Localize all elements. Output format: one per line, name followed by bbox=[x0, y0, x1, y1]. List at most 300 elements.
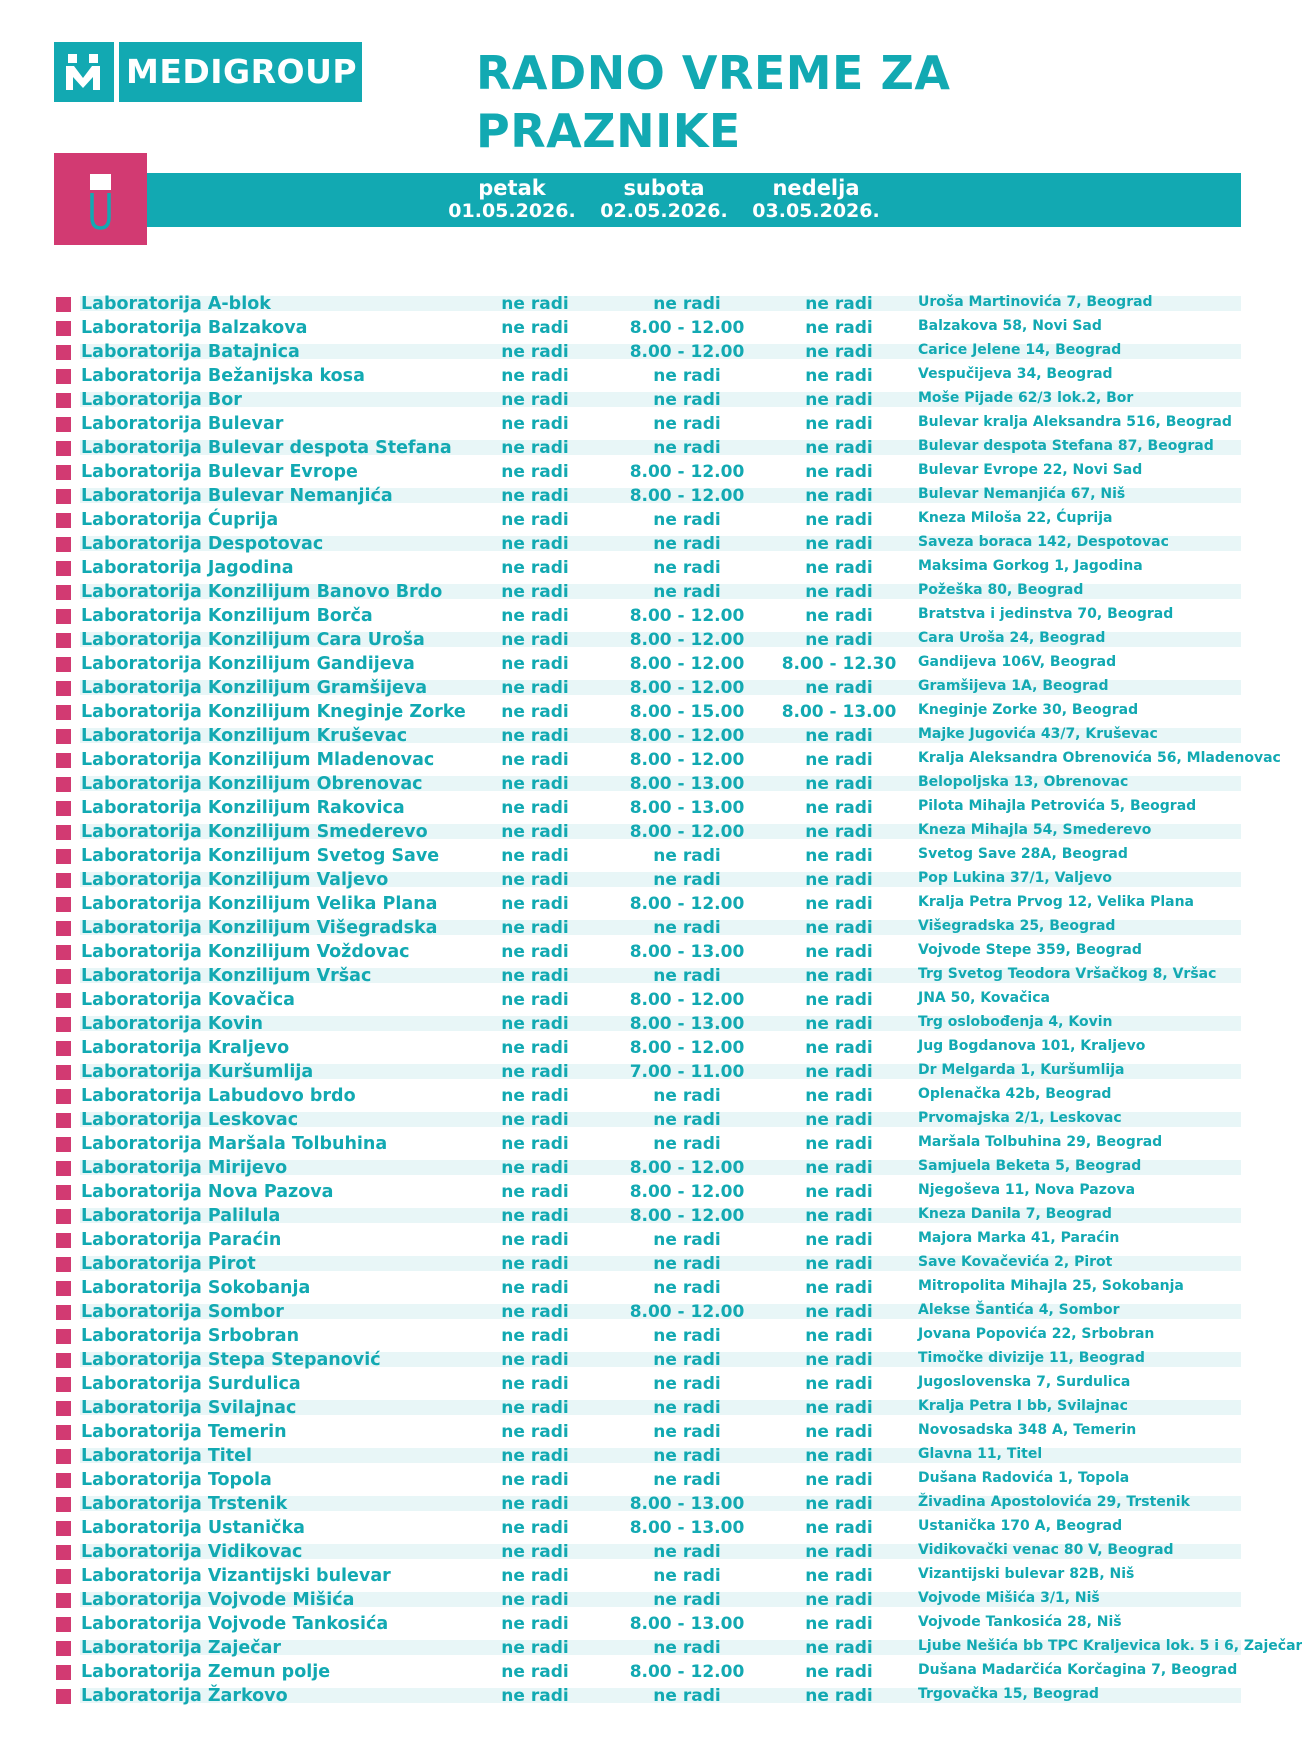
lab-name: Laboratorija Konzilijum Rakovica bbox=[81, 798, 405, 818]
table-row bbox=[54, 1253, 1241, 1277]
lab-address: Trg oslobođenja 4, Kovin bbox=[918, 1014, 1113, 1030]
table-row bbox=[54, 1517, 1241, 1541]
lab-address: Jug Bogdanova 101, Kraljevo bbox=[918, 1038, 1146, 1054]
table-row bbox=[54, 1157, 1241, 1181]
hours-saturday: 8.00 - 12.00 bbox=[629, 990, 745, 1010]
hours-sunday: ne radi bbox=[805, 678, 873, 698]
hours-sunday: ne radi bbox=[805, 1110, 873, 1130]
hours-saturday: 8.00 - 12.00 bbox=[629, 726, 745, 746]
row-bullet bbox=[56, 465, 71, 480]
hours-friday: ne radi bbox=[501, 870, 569, 890]
lab-address: Timočke divizije 11, Beograd bbox=[918, 1350, 1145, 1366]
hours-sunday: ne radi bbox=[805, 1182, 873, 1202]
medigroup-logo-icon bbox=[54, 42, 114, 102]
hours-sunday: ne radi bbox=[805, 894, 873, 914]
hours-sunday: ne radi bbox=[805, 486, 873, 506]
hours-friday: ne radi bbox=[501, 654, 569, 674]
table-row bbox=[54, 485, 1241, 509]
lab-name: Laboratorija Bulevar Nemanjića bbox=[81, 486, 393, 506]
lab-address: Novosadska 348 A, Temerin bbox=[918, 1422, 1137, 1438]
header-col-sunday bbox=[741, 176, 891, 223]
hours-saturday: 7.00 - 11.00 bbox=[629, 1062, 745, 1082]
lab-address: Majke Jugovića 43/7, Kruševac bbox=[918, 726, 1158, 742]
row-bullet bbox=[56, 1089, 71, 1104]
hours-saturday: 8.00 - 12.00 bbox=[629, 1038, 745, 1058]
hours-friday: ne radi bbox=[501, 318, 569, 338]
table-row bbox=[54, 1037, 1241, 1061]
row-bullet bbox=[56, 561, 71, 576]
hours-sunday: ne radi bbox=[805, 1542, 873, 1562]
hours-friday: ne radi bbox=[501, 846, 569, 866]
hours-friday: ne radi bbox=[501, 1590, 569, 1610]
table-row bbox=[54, 605, 1241, 629]
hours-friday: ne radi bbox=[501, 1110, 569, 1130]
lab-address: Balzakova 58, Novi Sad bbox=[918, 318, 1102, 334]
lab-address: Bulevar kralja Aleksandra 516, Beograd bbox=[918, 414, 1232, 430]
hours-sunday: ne radi bbox=[805, 726, 873, 746]
table-row bbox=[54, 965, 1241, 989]
lab-name: Laboratorija Kovin bbox=[81, 1014, 264, 1034]
hours-sunday: ne radi bbox=[805, 1662, 873, 1682]
lab-name: Laboratorija Konzilijum Višegradska bbox=[81, 918, 438, 938]
hours-saturday: 8.00 - 12.00 bbox=[629, 606, 745, 626]
hours-saturday: ne radi bbox=[653, 1134, 721, 1154]
table-row bbox=[54, 1229, 1241, 1253]
table-row bbox=[54, 917, 1241, 941]
row-bullet bbox=[56, 1113, 71, 1128]
lab-name: Laboratorija Konzilijum Valjevo bbox=[81, 870, 389, 890]
header-date: 01.05.2026. bbox=[448, 200, 576, 222]
hours-friday: ne radi bbox=[501, 1398, 569, 1418]
lab-name: Laboratorija Sombor bbox=[81, 1302, 284, 1322]
lab-name: Laboratorija Svilajnac bbox=[81, 1398, 297, 1418]
hours-friday: ne radi bbox=[501, 1446, 569, 1466]
table-row bbox=[54, 653, 1241, 677]
row-bullet bbox=[56, 1329, 71, 1344]
table-row bbox=[54, 1469, 1241, 1493]
row-bullet bbox=[56, 297, 71, 312]
table-row bbox=[54, 1109, 1241, 1133]
row-bullet bbox=[56, 801, 71, 816]
header-day: subota bbox=[623, 176, 705, 200]
row-bullet bbox=[56, 873, 71, 888]
hours-sunday: ne radi bbox=[805, 1038, 873, 1058]
table-row bbox=[54, 869, 1241, 893]
lab-name: Laboratorija Konzilijum Cara Uroša bbox=[81, 630, 425, 650]
hours-friday: ne radi bbox=[501, 990, 569, 1010]
lab-address: Kralja Petra Prvog 12, Velika Plana bbox=[918, 894, 1194, 910]
hours-sunday: ne radi bbox=[805, 510, 873, 530]
hours-friday: ne radi bbox=[501, 702, 569, 722]
lab-name: Laboratorija Konzilijum Banovo Brdo bbox=[81, 582, 443, 602]
table-row bbox=[54, 701, 1241, 725]
lab-name: Laboratorija Vidikovac bbox=[81, 1542, 303, 1562]
row-bullet bbox=[56, 1425, 71, 1440]
lab-name: Laboratorija Konzilijum Obrenovac bbox=[81, 774, 423, 794]
hours-saturday: ne radi bbox=[653, 558, 721, 578]
hours-saturday: 8.00 - 12.00 bbox=[629, 1302, 745, 1322]
table-row bbox=[54, 437, 1241, 461]
hours-friday: ne radi bbox=[501, 1542, 569, 1562]
lab-address: Alekse Šantića 4, Sombor bbox=[918, 1302, 1120, 1318]
table-row bbox=[54, 677, 1241, 701]
hours-friday: ne radi bbox=[501, 1038, 569, 1058]
row-bullet bbox=[56, 1449, 71, 1464]
lab-address: Dušana Madarčića Korčagina 7, Beograd bbox=[918, 1662, 1238, 1678]
row-bullet bbox=[56, 969, 71, 984]
row-bullet bbox=[56, 369, 71, 384]
hours-sunday: ne radi bbox=[805, 1494, 873, 1514]
hours-saturday: 8.00 - 12.00 bbox=[629, 654, 745, 674]
row-bullet bbox=[56, 1065, 71, 1080]
lab-address: Dušana Radovića 1, Topola bbox=[918, 1470, 1130, 1486]
hours-saturday: 8.00 - 15.00 bbox=[629, 702, 745, 722]
lab-address: Kralja Aleksandra Obrenovića 56, Mladenovac bbox=[918, 750, 1281, 766]
row-bullet bbox=[56, 1689, 71, 1704]
table-row bbox=[54, 1325, 1241, 1349]
hours-sunday: ne radi bbox=[805, 582, 873, 602]
table-row bbox=[54, 1133, 1241, 1157]
lab-name: Laboratorija Stepa Stepanović bbox=[81, 1350, 381, 1370]
lab-name: Laboratorija Bulevar Evrope bbox=[81, 462, 358, 482]
table-row bbox=[54, 1589, 1241, 1613]
row-bullet bbox=[56, 825, 71, 840]
lab-name: Laboratorija Ćuprija bbox=[81, 510, 279, 530]
lab-name: Laboratorija Maršala Tolbuhina bbox=[81, 1134, 388, 1154]
lab-address: Kneza Miloša 22, Ćuprija bbox=[918, 510, 1113, 526]
row-bullet bbox=[56, 993, 71, 1008]
row-bullet bbox=[56, 1209, 71, 1224]
lab-address: Save Kovačevića 2, Pirot bbox=[918, 1254, 1113, 1270]
lab-address: Vojvode Stepe 359, Beograd bbox=[918, 942, 1142, 958]
hours-friday: ne radi bbox=[501, 1686, 569, 1706]
lab-address: Živadina Apostolovića 29, Trstenik bbox=[918, 1494, 1190, 1510]
hours-saturday: 8.00 - 12.00 bbox=[629, 486, 745, 506]
table-row bbox=[54, 581, 1241, 605]
hours-sunday: ne radi bbox=[805, 870, 873, 890]
table-row bbox=[54, 533, 1241, 557]
hours-saturday: ne radi bbox=[653, 1278, 721, 1298]
hours-saturday: ne radi bbox=[653, 414, 721, 434]
hours-friday: ne radi bbox=[501, 486, 569, 506]
hours-sunday: ne radi bbox=[805, 1686, 873, 1706]
row-bullet bbox=[56, 1497, 71, 1512]
row-bullet bbox=[56, 513, 71, 528]
table-row bbox=[54, 797, 1241, 821]
hours-sunday: ne radi bbox=[805, 942, 873, 962]
table-row bbox=[54, 1373, 1241, 1397]
hours-saturday: ne radi bbox=[653, 1374, 721, 1394]
lab-name: Laboratorija Trstenik bbox=[81, 1494, 288, 1514]
hours-sunday: ne radi bbox=[805, 318, 873, 338]
hours-sunday: ne radi bbox=[805, 1086, 873, 1106]
hours-saturday: 8.00 - 13.00 bbox=[629, 1494, 745, 1514]
hours-sunday: ne radi bbox=[805, 294, 873, 314]
table-row bbox=[54, 461, 1241, 485]
table-row bbox=[54, 1613, 1241, 1637]
hours-sunday: ne radi bbox=[805, 366, 873, 386]
hours-sunday: ne radi bbox=[805, 750, 873, 770]
row-bullet bbox=[56, 633, 71, 648]
hours-sunday: ne radi bbox=[805, 1014, 873, 1034]
table-row bbox=[54, 1541, 1241, 1565]
hours-sunday: ne radi bbox=[805, 390, 873, 410]
hours-friday: ne radi bbox=[501, 1254, 569, 1274]
hours-friday: ne radi bbox=[501, 822, 569, 842]
hours-sunday: ne radi bbox=[805, 1134, 873, 1154]
hours-friday: ne radi bbox=[501, 942, 569, 962]
lab-name: Laboratorija Sokobanja bbox=[81, 1278, 311, 1298]
hours-saturday: ne radi bbox=[653, 1086, 721, 1106]
hours-saturday: 8.00 - 12.00 bbox=[629, 822, 745, 842]
brand-logo bbox=[54, 42, 362, 102]
hours-friday: ne radi bbox=[501, 1614, 569, 1634]
lab-name: Laboratorija Konzilijum Vršac bbox=[81, 966, 372, 986]
row-bullet bbox=[56, 945, 71, 960]
row-bullet bbox=[56, 1353, 71, 1368]
hours-friday: ne radi bbox=[501, 966, 569, 986]
hours-saturday: 8.00 - 12.00 bbox=[629, 462, 745, 482]
hours-friday: ne radi bbox=[501, 1374, 569, 1394]
row-bullet bbox=[56, 1641, 71, 1656]
lab-name: Laboratorija Pirot bbox=[81, 1254, 256, 1274]
lab-address: Višegradska 25, Beograd bbox=[918, 918, 1116, 934]
row-bullet bbox=[56, 1185, 71, 1200]
row-bullet bbox=[56, 657, 71, 672]
hours-friday: ne radi bbox=[501, 1302, 569, 1322]
lab-address: Bulevar despota Stefana 87, Beograd bbox=[918, 438, 1214, 454]
table-row bbox=[54, 845, 1241, 869]
hours-sunday: ne radi bbox=[805, 822, 873, 842]
table-row bbox=[54, 1685, 1241, 1709]
hours-friday: ne radi bbox=[501, 1134, 569, 1154]
lab-name: Laboratorija Vojvode Mišića bbox=[81, 1590, 355, 1610]
hours-saturday: 8.00 - 13.00 bbox=[629, 774, 745, 794]
header-col-friday bbox=[437, 176, 587, 223]
lab-address: Vidikovački venac 80 V, Beograd bbox=[918, 1542, 1174, 1558]
hours-sunday: ne radi bbox=[805, 1446, 873, 1466]
lab-address: Gramšijeva 1A, Beograd bbox=[918, 678, 1109, 694]
hours-friday: ne radi bbox=[501, 294, 569, 314]
lab-name: Laboratorija Titel bbox=[81, 1446, 253, 1466]
row-bullet bbox=[56, 849, 71, 864]
lab-address: Oplenačka 42b, Beograd bbox=[918, 1086, 1112, 1102]
lab-name: Laboratorija Bežanijska kosa bbox=[81, 366, 365, 386]
row-bullet bbox=[56, 537, 71, 552]
lab-address: Bulevar Nemanjića 67, Niš bbox=[918, 486, 1126, 502]
hours-saturday: ne radi bbox=[653, 1686, 721, 1706]
table-row bbox=[54, 1661, 1241, 1685]
header-col-saturday bbox=[589, 176, 739, 223]
row-bullet bbox=[56, 393, 71, 408]
hours-sunday: ne radi bbox=[805, 1278, 873, 1298]
hours-sunday: ne radi bbox=[805, 1614, 873, 1634]
lab-name: Laboratorija Batajnica bbox=[81, 342, 300, 362]
lab-address: Vespučijeva 34, Beograd bbox=[918, 366, 1113, 382]
lab-name: Laboratorija Bulevar bbox=[81, 414, 284, 434]
hours-friday: ne radi bbox=[501, 534, 569, 554]
hours-saturday: 8.00 - 13.00 bbox=[629, 798, 745, 818]
row-bullet bbox=[56, 729, 71, 744]
hours-friday: ne radi bbox=[501, 390, 569, 410]
lab-name: Laboratorija Balzakova bbox=[81, 318, 308, 338]
row-bullet bbox=[56, 1665, 71, 1680]
table-row bbox=[54, 389, 1241, 413]
lab-address: Saveza boraca 142, Despotovac bbox=[918, 534, 1169, 550]
table-row bbox=[54, 1349, 1241, 1373]
lab-address: Mitropolita Mihajla 25, Sokobanja bbox=[918, 1278, 1184, 1294]
table-row bbox=[54, 317, 1241, 341]
hours-saturday: ne radi bbox=[653, 1230, 721, 1250]
table-row bbox=[54, 773, 1241, 797]
lab-address: Požeška 80, Beograd bbox=[918, 582, 1084, 598]
lab-name: Laboratorija Mirijevo bbox=[81, 1158, 288, 1178]
hours-sunday: ne radi bbox=[805, 1422, 873, 1442]
lab-name: Laboratorija Konzilijum Velika Plana bbox=[81, 894, 438, 914]
logo-separator bbox=[114, 42, 119, 102]
row-bullet bbox=[56, 1257, 71, 1272]
hours-saturday: 8.00 - 12.00 bbox=[629, 750, 745, 770]
table-row bbox=[54, 1421, 1241, 1445]
lab-name: Laboratorija Kuršumlija bbox=[81, 1062, 314, 1082]
hours-saturday: ne radi bbox=[653, 1590, 721, 1610]
hours-saturday: ne radi bbox=[653, 390, 721, 410]
lab-address: Samjuela Beketa 5, Beograd bbox=[918, 1158, 1142, 1174]
hours-friday: ne radi bbox=[501, 726, 569, 746]
hours-saturday: 8.00 - 12.00 bbox=[629, 678, 745, 698]
hours-sunday: ne radi bbox=[805, 534, 873, 554]
lab-address: Maršala Tolbuhina 29, Beograd bbox=[918, 1134, 1163, 1150]
brand-name: MEDIGROUP bbox=[126, 52, 358, 91]
header-date: 03.05.2026. bbox=[752, 200, 880, 222]
hours-sunday: ne radi bbox=[805, 774, 873, 794]
hours-sunday: ne radi bbox=[805, 606, 873, 626]
hours-saturday: 8.00 - 13.00 bbox=[629, 1614, 745, 1634]
lab-name: Laboratorija Konzilijum Kneginje Zorke bbox=[81, 702, 466, 722]
hours-saturday: ne radi bbox=[653, 870, 721, 890]
hours-friday: ne radi bbox=[501, 510, 569, 530]
lab-name: Laboratorija Temerin bbox=[81, 1422, 287, 1442]
hours-sunday: ne radi bbox=[805, 918, 873, 938]
table-row bbox=[54, 1181, 1241, 1205]
hours-friday: ne radi bbox=[501, 1638, 569, 1658]
lab-address: Pop Lukina 37/1, Valjevo bbox=[918, 870, 1112, 886]
row-bullet bbox=[56, 585, 71, 600]
row-bullet bbox=[56, 1137, 71, 1152]
hours-saturday: 8.00 - 12.00 bbox=[629, 342, 745, 362]
hours-friday: ne radi bbox=[501, 1206, 569, 1226]
table-row bbox=[54, 1397, 1241, 1421]
lab-name: Laboratorija Leskovac bbox=[81, 1110, 299, 1130]
lab-name: Laboratorija Konzilijum Voždovac bbox=[81, 942, 410, 962]
hours-saturday: 8.00 - 12.00 bbox=[629, 630, 745, 650]
hours-saturday: ne radi bbox=[653, 510, 721, 530]
header-icon-box bbox=[54, 153, 147, 245]
row-bullet bbox=[56, 705, 71, 720]
header-date: 02.05.2026. bbox=[600, 200, 728, 222]
row-bullet bbox=[56, 1545, 71, 1560]
lab-name: Laboratorija Bulevar despota Stefana bbox=[81, 438, 452, 458]
lab-address: Kneza Danila 7, Beograd bbox=[918, 1206, 1112, 1222]
hours-saturday: ne radi bbox=[653, 1470, 721, 1490]
table-row bbox=[54, 725, 1241, 749]
hours-friday: ne radi bbox=[501, 462, 569, 482]
hours-sunday: ne radi bbox=[805, 462, 873, 482]
hours-sunday: ne radi bbox=[805, 438, 873, 458]
row-bullet bbox=[56, 1401, 71, 1416]
hours-sunday: ne radi bbox=[805, 1206, 873, 1226]
hours-sunday: ne radi bbox=[805, 1230, 873, 1250]
hours-friday: ne radi bbox=[501, 1566, 569, 1586]
lab-name: Laboratorija Bor bbox=[81, 390, 242, 410]
hours-saturday: ne radi bbox=[653, 366, 721, 386]
hours-friday: ne radi bbox=[501, 342, 569, 362]
hours-sunday: ne radi bbox=[805, 1374, 873, 1394]
lab-address: Bulevar Evrope 22, Novi Sad bbox=[918, 462, 1143, 478]
hours-friday: ne radi bbox=[501, 774, 569, 794]
hours-friday: ne radi bbox=[501, 1086, 569, 1106]
hours-saturday: ne radi bbox=[653, 1254, 721, 1274]
hours-friday: ne radi bbox=[501, 414, 569, 434]
row-bullet bbox=[56, 897, 71, 912]
hours-sunday: ne radi bbox=[805, 798, 873, 818]
test-tube-icon bbox=[54, 153, 147, 245]
table-row bbox=[54, 557, 1241, 581]
table-row bbox=[54, 1061, 1241, 1085]
lab-name: Laboratorija Konzilijum Kruševac bbox=[81, 726, 408, 746]
table-row bbox=[54, 293, 1241, 317]
table-row bbox=[54, 893, 1241, 917]
row-bullet bbox=[56, 753, 71, 768]
lab-name: Laboratorija Kovačica bbox=[81, 990, 295, 1010]
hours-saturday: ne radi bbox=[653, 534, 721, 554]
hours-friday: ne radi bbox=[501, 894, 569, 914]
lab-address: Dr Melgarda 1, Kuršumlija bbox=[918, 1062, 1125, 1078]
table-row bbox=[54, 749, 1281, 773]
header-day: nedelja bbox=[772, 176, 860, 200]
lab-name: Laboratorija Vojvode Tankosića bbox=[81, 1614, 389, 1634]
lab-name: Laboratorija Labudovo brdo bbox=[81, 1086, 356, 1106]
lab-address: Gandijeva 106V, Beograd bbox=[918, 654, 1117, 670]
hours-saturday: 8.00 - 13.00 bbox=[629, 942, 745, 962]
hours-sunday: ne radi bbox=[805, 1470, 873, 1490]
hours-saturday: 8.00 - 12.00 bbox=[629, 1206, 745, 1226]
lab-address: Majora Marka 41, Paraćin bbox=[918, 1230, 1120, 1246]
table-row bbox=[54, 1301, 1241, 1325]
hours-sunday: ne radi bbox=[805, 1398, 873, 1418]
hours-friday: ne radi bbox=[501, 1326, 569, 1346]
lab-address: Glavna 11, Titel bbox=[918, 1446, 1043, 1462]
table-row bbox=[54, 821, 1241, 845]
row-bullet bbox=[56, 489, 71, 504]
lab-address: Maksima Gorkog 1, Jagodina bbox=[918, 558, 1143, 574]
lab-address: Njegoševa 11, Nova Pazova bbox=[918, 1182, 1136, 1198]
lab-address: Ustanička 170 A, Beograd bbox=[918, 1518, 1123, 1534]
lab-address: Bratstva i jedinstva 70, Beograd bbox=[918, 606, 1174, 622]
lab-name: Laboratorija Zemun polje bbox=[81, 1662, 331, 1682]
row-bullet bbox=[56, 921, 71, 936]
lab-name: Laboratorija Žarkovo bbox=[81, 1686, 288, 1706]
lab-name: Laboratorija Srbobran bbox=[81, 1326, 300, 1346]
hours-friday: ne radi bbox=[501, 1062, 569, 1082]
hours-sunday: ne radi bbox=[805, 966, 873, 986]
hours-friday: ne radi bbox=[501, 606, 569, 626]
hours-saturday: ne radi bbox=[653, 1566, 721, 1586]
hours-saturday: ne radi bbox=[653, 1638, 721, 1658]
hours-friday: ne radi bbox=[501, 582, 569, 602]
table-row bbox=[54, 509, 1241, 533]
hours-saturday: ne radi bbox=[653, 438, 721, 458]
